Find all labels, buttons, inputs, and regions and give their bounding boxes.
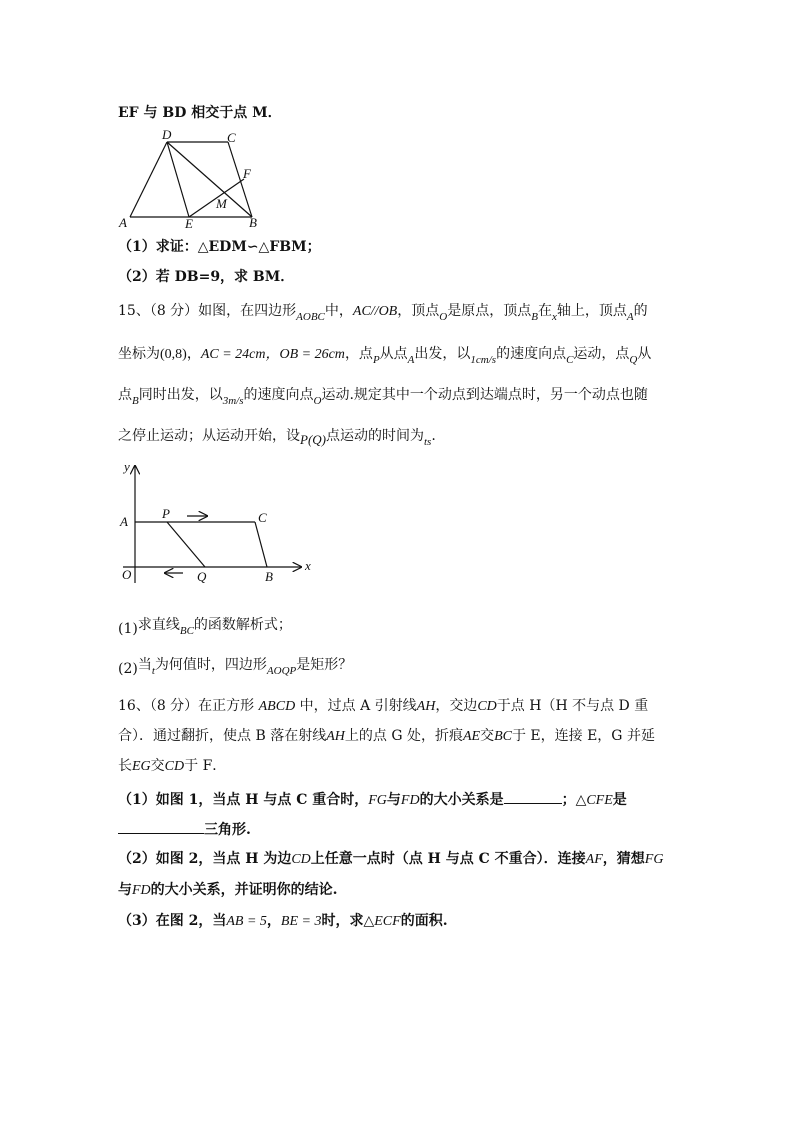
q15-line4 [118,426,436,447]
math-speed-q: 3m/s [222,395,244,407]
text: 运动.规定其中一个动点到达端点时，另一个动点也随 [321,387,648,403]
math-ab-5: AB = 5 [226,914,267,929]
q16-line1 [118,696,648,717]
q16-line3 [118,756,226,777]
label-d: D [162,128,172,142]
math-triangle-cfe: △CFE [575,793,613,808]
q14-part2: （2）若 DB=9，求 BM． [118,269,295,285]
text: 的 [633,303,648,319]
math-fd: FD [132,883,151,898]
q16-sub3 [118,911,448,932]
math-o: O [439,311,448,323]
label-x: x [305,558,311,573]
text: 点运动的时间为 [326,428,424,444]
q16-sub1 [118,789,627,811]
q15-line3 [118,385,648,406]
text: 从点 [379,346,408,362]
math-cd: CD [477,699,497,714]
sub-number: (2) [118,661,138,677]
q16-number: 16、（8 分）在正方形 [118,698,255,714]
math-b: B [132,395,139,407]
text: ， [266,913,281,929]
text: 交 [150,758,165,774]
math-x: x [551,311,557,323]
text: 三角形. [204,822,251,838]
text: ， [186,346,201,362]
math-fg: FG [368,793,387,808]
text: 的面积. [400,913,448,929]
math-speed-p: 1cm/s [470,354,497,366]
label-a: A [120,514,128,529]
q15-line2 [118,344,651,365]
label-b: B [265,569,273,584]
math-a: A [407,354,415,366]
label-y: y [124,459,130,474]
text: 从 [637,346,652,362]
text: 点 [118,387,132,403]
text: 在 [537,303,552,319]
text: . [431,428,436,444]
math-ts: ts [424,436,432,448]
label-b: B [249,215,257,230]
segment-cb [255,522,267,567]
label-f: F [243,166,251,181]
label-q: Q [197,569,207,584]
figure-coordinate [115,458,320,588]
text: 的速度向点 [496,346,567,362]
math-fd: FD [400,793,420,808]
text: 交 [480,728,495,744]
text: 于 F． [184,758,227,774]
segment-pq [167,522,205,567]
q15-sub2 [118,655,352,676]
text: ，顶点 [397,303,440,319]
label-c: C [258,510,267,525]
text: 上的点 G 处，折痕 [344,728,463,744]
text: （3）在图 2，当 [118,913,227,929]
text: 与 [386,792,401,808]
math-fg: FG [644,852,664,867]
text: 与 [118,882,132,898]
math-lengths: AC = 24cm，OB = 26cm [200,347,345,362]
math-ae: AE [462,729,481,744]
math-ah: AH [416,699,436,714]
math-ac-parallel-ob: AC//OB [352,304,398,319]
math-eg: EG [132,759,151,774]
text: 中，过点 A 引射线 [299,698,417,714]
sub-number: (1) [118,621,138,637]
text: 坐标为 [118,346,160,362]
q15-sub1 [118,615,292,636]
text: 的大小关系，并证明你的结论. [150,882,338,898]
math-pq: P(Q) [300,432,326,447]
q16-line2 [118,726,655,747]
text: ，猜想 [602,851,645,867]
q14-part1: （1）求证：△EDM∽△FBM； [118,239,321,255]
q16-sub2 [118,849,663,870]
answer-blank-2[interactable] [118,819,204,834]
text: 是矩形？ [296,657,353,673]
math-a: A [626,311,634,323]
math-bc: BC [179,625,194,637]
math-cd: CD [164,759,185,774]
math-cd: CD [291,852,311,867]
q16-sub2-cont [118,880,338,901]
math-b: B [531,311,538,323]
label-e: E [185,216,193,231]
text: 求直线 [137,617,180,633]
text: 同时出发，以 [138,387,223,403]
label-p: P [162,506,170,521]
q16-sub1-cont [118,819,251,840]
text: （2）如图 2，当点 H 为边 [118,851,292,867]
label-a: A [119,215,127,230]
text: 是 [612,792,627,808]
text: 出发，以 [414,346,471,362]
text: 于 E，连接 E，G 并延 [511,728,655,744]
math-ah: AH [326,729,345,744]
math-be-3: BE = 3 [280,914,322,929]
segment-da [130,142,167,217]
math-t: t [151,665,155,677]
text: 之停止运动；从运动开始，设 [118,428,300,444]
math-bc: BC [494,729,512,744]
math-triangle-ecf: △ECF [363,914,401,929]
text: 长 [118,758,132,774]
math-c: C [566,354,574,366]
math-o: O [313,395,322,407]
text: 中， [324,303,353,319]
text: 当 [137,657,152,673]
text: （1）如图 1，当点 H 与点 C 重合时， [118,792,369,808]
label-o: O [122,567,132,582]
text: 的速度向点 [243,387,314,403]
text: 于点 H（H 不与点 D 重 [496,698,649,714]
text: ，交边 [435,698,478,714]
figure-trapezoid [115,128,275,233]
text: 运动，点 [573,346,630,362]
text: 是原点，顶点 [447,303,532,319]
text: 合）．通过翻折，使点 B 落在射线 [118,728,327,744]
answer-blank-1[interactable] [504,789,562,804]
math-p: P [372,354,380,366]
text: 时，求 [321,913,364,929]
text: 轴上，顶点 [556,303,627,319]
text: 的大小关系是 [419,792,504,808]
label-m: M [216,196,227,211]
math-aobc: AOBC [296,311,325,323]
q15-number: 15、（8 分）如图，在四边形 [118,303,297,319]
text: ； [561,792,576,808]
math-coord: (0,8) [160,347,187,362]
label-c: C [227,130,236,145]
text: 为何值时，四边形 [154,657,267,673]
segment-db [167,142,252,217]
math-q: Q [629,354,638,366]
text: ，点 [344,346,373,362]
q15-line1 [118,301,648,322]
math-af: AF [585,852,603,867]
math-abcd: ABCD [258,699,296,714]
text: 的函数解析式； [193,617,292,633]
text: 上任意一点时（点 H 与点 C 不重合）．连接 [310,851,586,867]
math-aoqp: AOQP [266,665,297,677]
segment-de [167,142,189,217]
intro-line: EF 与 BD 相交于点 M． [118,105,282,121]
